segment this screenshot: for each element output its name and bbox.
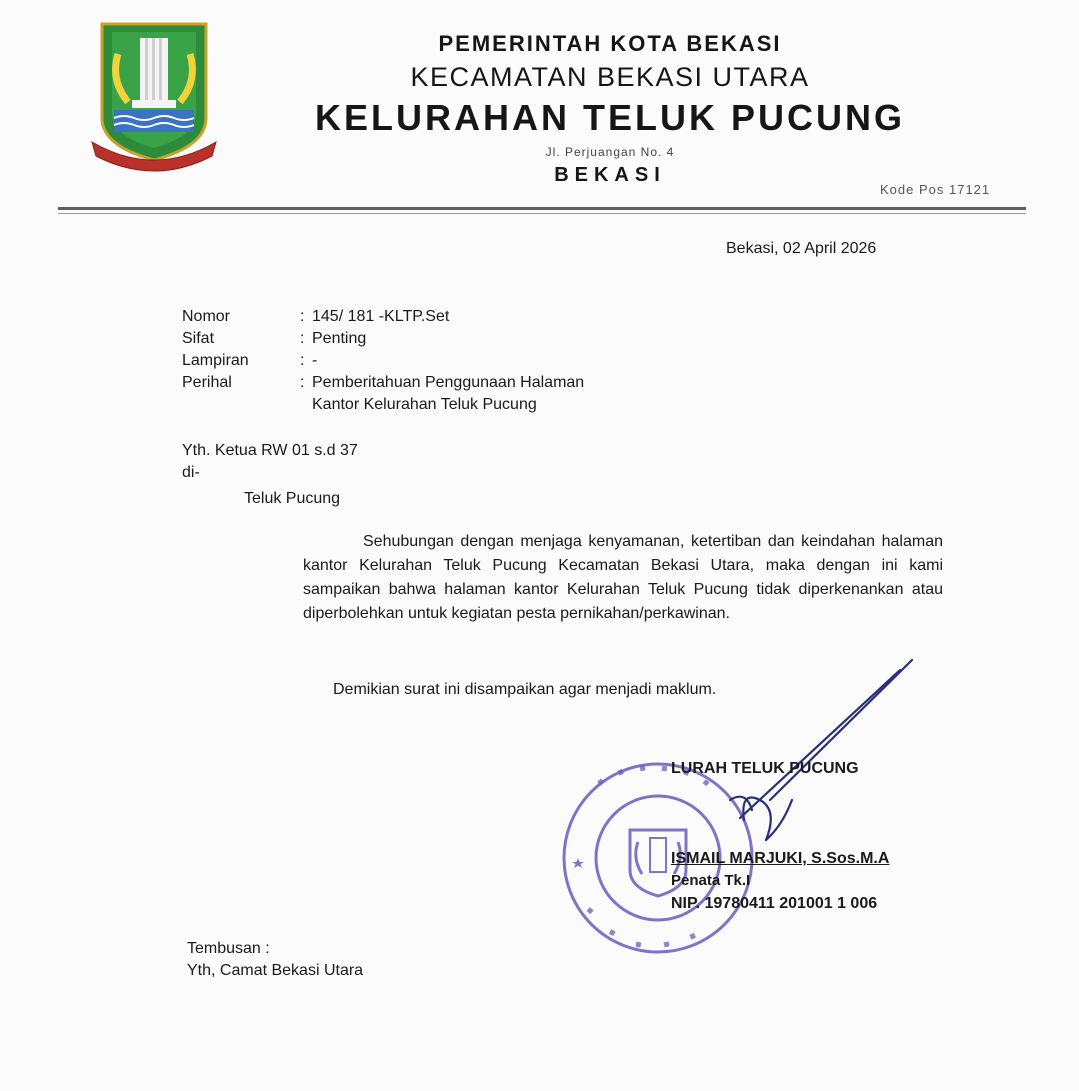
recipient-place: Teluk Pucung [244, 490, 341, 507]
letter-meta [182, 306, 692, 416]
recipient-di: di- [182, 464, 200, 481]
meta-separator: : [300, 352, 305, 369]
meta-row [182, 350, 692, 372]
signatory-name: ISMAIL MARJUKI, S.Sos.M.A [671, 850, 890, 867]
postal-code: Kode Pos 17121 [880, 182, 991, 197]
tembusan-block [187, 938, 363, 982]
meta-value: - [312, 352, 318, 369]
meta-separator: : [300, 374, 305, 391]
meta-value: 145/ 181 -KLTP.Set [312, 308, 450, 325]
header-line-3: KELURAHAN TELUK PUCUNG [315, 97, 905, 138]
meta-row [182, 306, 692, 328]
recipient-block [182, 440, 358, 510]
recipient: Yth. Ketua RW 01 s.d 37 [182, 442, 358, 459]
header-city: BEKASI [554, 164, 666, 186]
meta-label: Lampiran [182, 352, 249, 369]
tembusan-label: Tembusan : [187, 940, 270, 957]
header-line-2: KECAMATAN BEKASI UTARA [410, 62, 810, 92]
signatory-rank: Penata Tk.I [671, 872, 751, 889]
meta-row [182, 372, 692, 394]
meta-value: Pemberitahuan Penggunaan Halaman [312, 374, 585, 391]
header-line-1: PEMERINTAH KOTA BEKASI [438, 31, 782, 56]
meta-separator: : [300, 330, 305, 347]
bekasi-city-crest-icon [88, 18, 220, 174]
letter-date: Bekasi, 02 April 2026 [726, 240, 877, 257]
body-paragraph: Sehubungan dengan menjaga kenyamanan, ketertiban dan keindahan halaman kantor Kelurahan Teluk Pucung Kecamatan Bekasi Utara, maka dengan ini kami sampaikan bahwa halaman kantor Kelurahan Teluk Pucung tidak diperkenankan atau diperbolehkan untuk kegiatan pesta pernikahan/perkawinan. [303, 533, 943, 622]
perihal-continuation: Kantor Kelurahan Teluk Pucung [312, 396, 537, 413]
meta-value: Penting [312, 330, 367, 347]
meta-separator: : [300, 308, 305, 325]
meta-row [182, 328, 692, 350]
signatory-title: LURAH TELUK PUCUNG [671, 760, 859, 777]
letterhead [290, 30, 930, 188]
meta-label: Perihal [182, 374, 232, 391]
tembusan-item: Yth, Camat Bekasi Utara [187, 962, 364, 979]
header-address: Jl. Perjuangan No. 4 [545, 145, 675, 159]
meta-label: Nomor [182, 308, 231, 325]
signatory-nip: NIP. 19780411 201001 1 006 [671, 895, 878, 912]
header-divider [58, 207, 1026, 210]
header-divider-thin [58, 213, 1026, 214]
handwritten-signature-icon [700, 650, 930, 860]
closing-sentence: Demikian surat ini disampaikan agar menjadi maklum. [333, 681, 717, 698]
meta-label: Sifat [182, 330, 215, 347]
